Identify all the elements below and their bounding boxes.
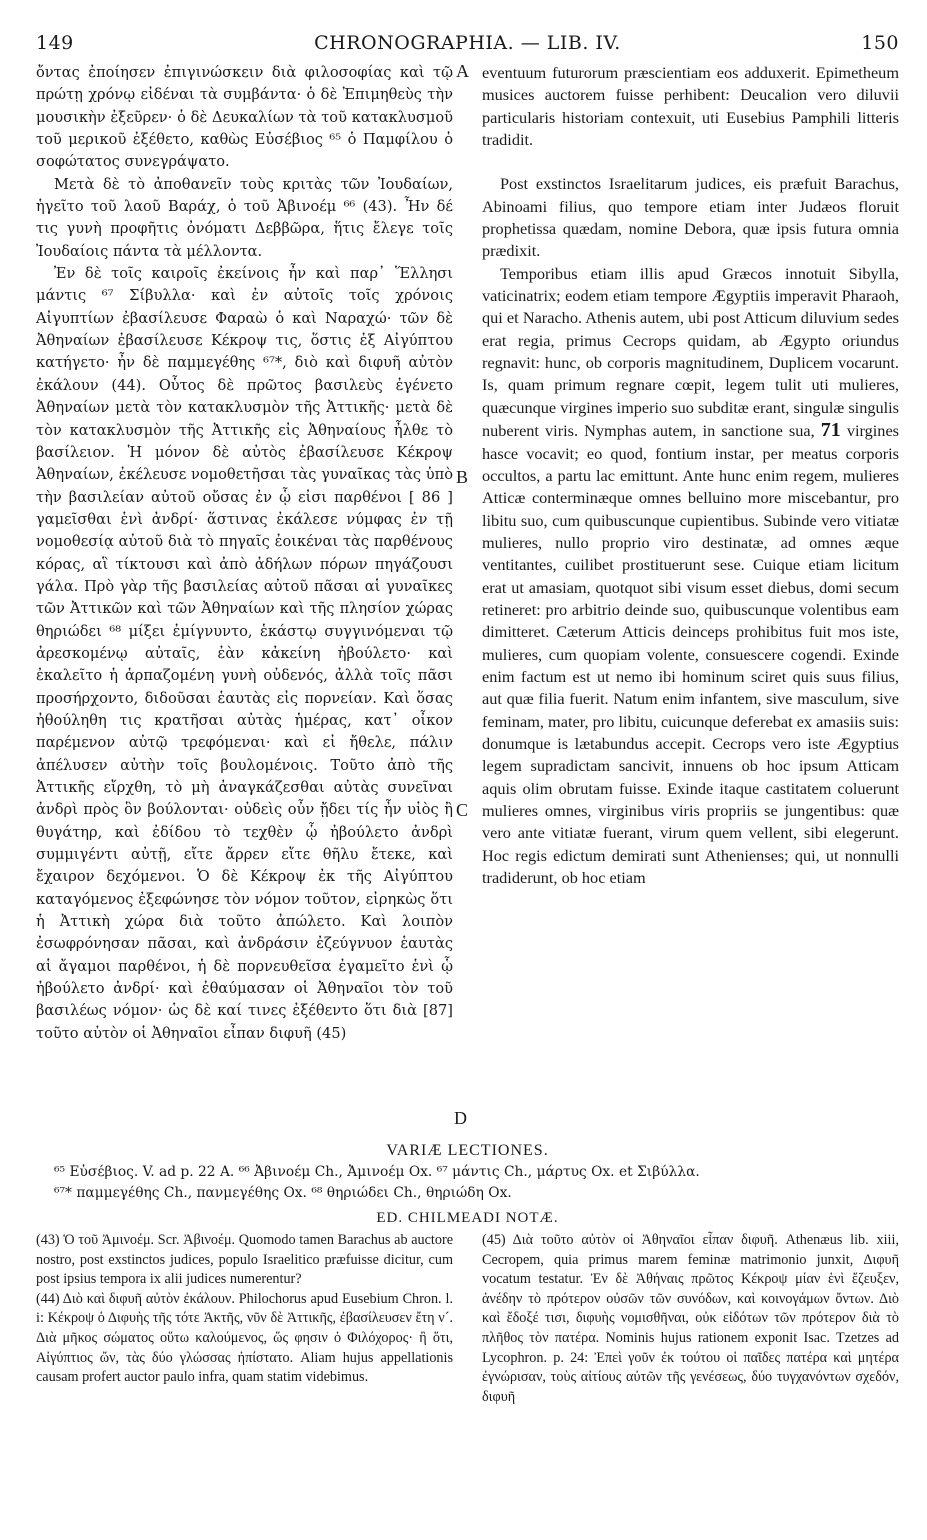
note: (45) Διὰ τοῦτο αὐτὸν οἱ Ἀθηναῖοι εἶπαν διφυῆ. Athenæus lib. xiii, Cecropem, quia primus marem feminæ matrimonio junxit, Διφυῆ vocatum testatur. Ἐν δὲ Ἀθήναις πρῶτος Κέκροψ μίαν ἑνὶ ἔζευξεν, ἀνέδην τὸ πρότερον οὐσῶν τῶν συνόδων, καὶ κοινογάμων ὄντων. Διὸ καὶ ἔδοξέ τισι, διφυὴς νομισθῆναι, οὐκ εἰδότων τῶν πρότερον διὰ τὸ πλῆθος τὸν πατέρα. Nominis hujus rationem exponit Isac. Tzetzes ad Lycophron. p. 24: Ἐπεὶ γοῦν ἐκ τούτου οἱ παῖδες πατέρα καὶ μητέρα ἐγνώρισαν, τοὺς αἰτίους αὐτῶν τῆς γενέσεως, δύο τυγχανόντων σχεδόν, διφυῆ xyxy=(482,1232,899,1405)
page-title: CHRONOGRAPHIA. — LIB. IV. xyxy=(314,32,621,54)
latin-column xyxy=(482,62,899,1136)
greek-column xyxy=(36,62,453,1136)
latin-paragraph: Post exstinctos Israelitarum judices, eis præfuit Barachus, Abinoami filius, quo tempore etiam inter Judæos floruit prophetissa quædam, nomine Debora, quæ ipsis futura omnia prædixit. xyxy=(482,174,899,261)
note: (44) Διὸ καὶ διφυῆ αὐτὸν ἐκάλουν. Philochorus apud Eusebium Chron. l. i: Κέκροψ ὁ Διφυὴς τῆς τότε Ἀκτῆς, νῦν δὲ Ἀττικῆς, ἐβασίλευσεν ἔτη ν´. Διὰ μῆκος σώματος οὕτω καλούμενος, ὥς φησιν ὁ Φιλόχορος· ἢ ὅτι, Αἰγύπτιος ὤν, τὰς δύο γλώσσας ἠπίστατο. Aliam hujus appellationis causam profert auctor paulo infra, quam statim videbimus. xyxy=(36,1290,453,1386)
variae-line: ⁶⁷* παμμεγέθης Ch., πανμεγέθης Ox. ⁶⁸ θηριώδει Ch., θηριώδη Ox. xyxy=(54,1185,512,1201)
notes xyxy=(36,1231,899,1407)
greek-paragraph: Ἐν δὲ τοῖς καιροῖς ἐκείνοις ἦν καὶ παρ᾽ Ἕλλησι μάντις ⁶⁷ Σίβυλλα· καὶ ἐν αὐτοῖς τοῖς χρόνοις Αἰγυπτίων ἐβασίλευσε Φαραὼ ὁ καὶ Ναραχώ· τῶν δὲ Ἀθηναίων ἐβασίλευσε Κέκροψ τις, ὅστις ἐξ Αἰγύπτου κατήγετο· ἦν δὲ παμμεγέθης ⁶⁷*, διὸ καὶ διφυῆ αὐτὸν ἐκάλουν (44). Οὗτος δὲ πρῶτος βασιλεὺς ἐγένετο Ἀθηναίων μετὰ τὸν κατακλυσμὸν τῆς Ἀττικῆς· μετὰ δὲ τὸν κατακλυσμὸν τῆς Ἀττικῆς εἰς Ἀθηναίους ἦλθε τὸ βασίλειον. Ἡ μόνον δὲ αὐτὸς ἐβασίλευσε Κέκροψ Ἀθηναίων, ἐκέλευσε νομοθετῆσαι τὰς γυναῖκας τὰς ὑπὸ τὴν βασιλείαν αὐτοῦ οὔσας ἐν ᾧ εἰσι παρθένοι [ 86 ] γαμεῖσθαι ἑνὶ ἀνδρί· ἅστινας ἐκάλεσε νύμφας ἐν τῇ νομοθεσίᾳ αὐτοῦ διὰ τὸ πηγαῖς ἐοικέναι τὰς παρθένους κόρας, αἳ τίκτουσι καὶ ἀπὸ ἀδήλων πόρων πηγάζουσι γάλα. Πρὸ γὰρ τῆς βασιλείας αὐτοῦ πᾶσαι αἱ γυναῖκες τῶν Ἀττικῶν καὶ τῶν Ἀθηναίων καὶ τῆς πλησίον χώρας θηριώδει ⁶⁸ μίξει ἐμίγνυντο, ἑκάστῳ συγγινόμεναι τῷ ἀρεσκομένῳ αὐταῖς, ἐὰν κἀκείνη ἠβούλετο· καὶ ἐκαλεῖτο ἡ ἁρπαζομένη γυνὴ οὐδενός, ἀλλὰ τοῖς πᾶσι προσήρχοντο, διδοῦσαι ἑαυτὰς εἰς πορνείαν. Καὶ ὅσας ἠθούληθη τις κρατῆσαι αὐτὰς ἡμέρας, κατ᾽ οἶκον παρέμενον αὐτῷ τρεφόμεναι· καὶ εἰ ἤθελε, πάλιν ἀπέλυσεν αὐτὴν τοῖς βουλομένοις. Τοῦτο ἀπὸ τῆς Ἀττικῆς εἴρχθη, τὸ μὴ ἀναγκάζεσθαι αὐτὰς συνεῖναι ἀνδρὶ πρὸς ὃν βούλονται· οὐδεὶς οὖν ᾔδει τίς ἦν υἱὸς ἢ θυγάτηρ, καὶ ἐδίδου τὸ τεχθὲν ᾧ ἠβούλετο ἀνδρὶ συμμιγέντι αὐτῇ, εἴτε ἄρρεν εἴτε θῆλυ ἔτεκε, καὶ ἔχαιρον δεχόμενοι. Ὁ δὲ Κέκροψ ἐκ τῆς Αἰγύπτου καταγόμενος ἐξεφώνησε τὸν νόμον τοῦτον, εἰρηκὼς ὅτι ἡ Ἀττικὴ χώρα διὰ τοῦτο ἀπώλετο. Καὶ λοιπὸν ἐσωφρόνησαν πᾶσαι, καὶ ἀνδράσιν ἐζεύγνυον ἑαυτὰς αἱ ἄγαμοι παρθένοι, ἡ δὲ πορνευθεῖσα ἐγαμεῖτο ἑνὶ ᾧ ἠβούλετο ἀνδρί· καὶ ἐθαύμασαν οἱ Ἀθηναῖοι τὸν τοῦ βασιλέως νόμον· ὡς δὲ καί τινες ἐξέθεντο ὅτι διὰ [87] τοῦτο αὐτὸν οἱ Ἀθηναῖοι εἶπαν διφυῆ (45) xyxy=(36,265,453,1042)
latin-text: virgines hasce vocavit; eo quod, fontium instar, per meatus corporis occultos, a partu lac emittunt. Ante hunc enim regem, mulieres Atticæ conterminæque omnes belluino more miscebantur, pro libitu suo, cum quibuscunque cupientibus. Subinde vero vitiatæ mulieres, nullo proprio viro destinatæ, ad omnes æque ventitantes, cuilibet prostituerunt sese. Cuique etiam licitum erat ut amasiam, quotquot sibi visum esset diebus, domi secum retineret: pro arbitrio deinde suo, quibuscunque volentibus eam dimitteret. Cæterum Atticis deinceps prohibitus fuit mos iste, mulieres, cum quopiam volente, consuescere cogendi. Exinde enim factum est ut nemo ibi hominum sciret quis suus filius, aut quæ filia fuerit. Natum enim infantem, sive masculum, sive feminam, mater, pro libitu, cuicunque deferebat ex amasiis suis: donumque is lætabundus accepit. Cecrops vero iste Ægyptius legem supradictam sancivit, innuens ob hoc ipsum Atticam aquis olim obrutam fuisse. Exinde itaque castitatem coluerunt mulieres omnes, virginibus viris propriis se jungentibus: quæ vero ante vitiatæ fuerant, virum quem vellent, sibi elegerunt. Hoc regis edictum demirati sunt Athenienses; qui, ut nonnulli tradiderunt, ob hoc etiam xyxy=(482,421,900,888)
margin-marker-b: B xyxy=(456,467,469,487)
latin-paragraph: eventuum futurorum præscientiam eos adduxerit. Epimetheum musices auctorem fuisse perhibent: Deucalion vero diluvii particularis historiam contexuit, uti Eusebius Pamphili litteris tradidit. xyxy=(482,63,899,150)
page-number-right: 150 xyxy=(861,32,899,54)
variae-lectiones xyxy=(36,1162,899,1204)
greek-paragraph: ὄντας ἐποίησεν ἐπιγινώσκειν διὰ φιλοσοφίας καὶ τῷ πρώτῃ χρόνῳ εἰδέναι τὰ συμβάντα· ὁ δὲ Ἐπιμηθεὺς τὴν μουσικὴν ἐξεῦρεν· ὁ δὲ Δευκαλίων τὰ τοῦ κατακλυσμοῦ τοῦ μερικοῦ ἐξέθετο, καθὼς Εὐσέβιος ⁶⁵ ὁ Παμφίλου ὁ σοφώτατος συνεγράψατο. xyxy=(36,64,453,171)
margin-marker-d: D xyxy=(454,1108,467,1128)
variae-heading: VARIÆ LECTIONES. xyxy=(386,1142,549,1159)
margin-marker-a: A xyxy=(456,61,469,81)
main-text xyxy=(36,62,899,1136)
margin-marker-c: C xyxy=(456,800,469,820)
notes-right-column xyxy=(482,1231,899,1407)
running-head xyxy=(36,32,899,62)
latin-text: Temporibus etiam illis apud Græcos innotuit Sibylla, vaticinatrix; eodem etiam tempore Ægyptiis imperavit Pharaoh, qui et Naracho. Athenis autem, ubi post Atticum diluvium sedes erat regia, primus Cecrops quidam, ab Ægypto oriundus regnavit: hunc, ob corporis magnitudinem, Duplicem vocarunt. Is, quam primum regnare cœpit, legem tulit uti mulieres, quæcunque virgines imperio suo subditæ erant, singulæ singulis nuberent viris. Nymphas autem, in sanctione sua, xyxy=(482,263,899,441)
note: (43) Ὁ τοῦ Ἀμινοέμ. Scr. Ἀβινοέμ. Quomodo tamen Barachus ab auctore nostro, post exstinctos judices, populo Israelitico præfuisse dicitur, cum post ipsius tempora ix alii judices numerentur? xyxy=(36,1232,453,1288)
notes-left-column xyxy=(36,1231,453,1407)
greek-paragraph: Μετὰ δὲ τὸ ἀποθανεῖν τοὺς κριτὰς τῶν Ἰουδαίων, ἡγεῖτο τοῦ λαοῦ Βαράχ, ὁ τοῦ Ἀβινοέμ ⁶⁶ (43). Ἦν δέ τις γυνὴ προφῆτις ὀνόματι Δεββῶρα, ἥτις ἔλεγε τοῖς Ἰουδαίοις πάντα τὰ μέλλοντα. xyxy=(36,175,453,260)
variae-line: ⁶⁵ Εὐσέβιος. V. ad p. 22 A. ⁶⁶ Ἀβινοέμ Ch., Ἀμινοέμ Ox. ⁶⁷ μάντις Ch., μάρτυς Ox. et Σιβύλλα. xyxy=(54,1164,700,1180)
page-number-left: 149 xyxy=(36,32,74,54)
latin-paragraph xyxy=(482,263,899,890)
page-break-number: 71 xyxy=(820,419,841,442)
notes-heading: ED. CHILMEADI NOTÆ. xyxy=(376,1210,559,1226)
